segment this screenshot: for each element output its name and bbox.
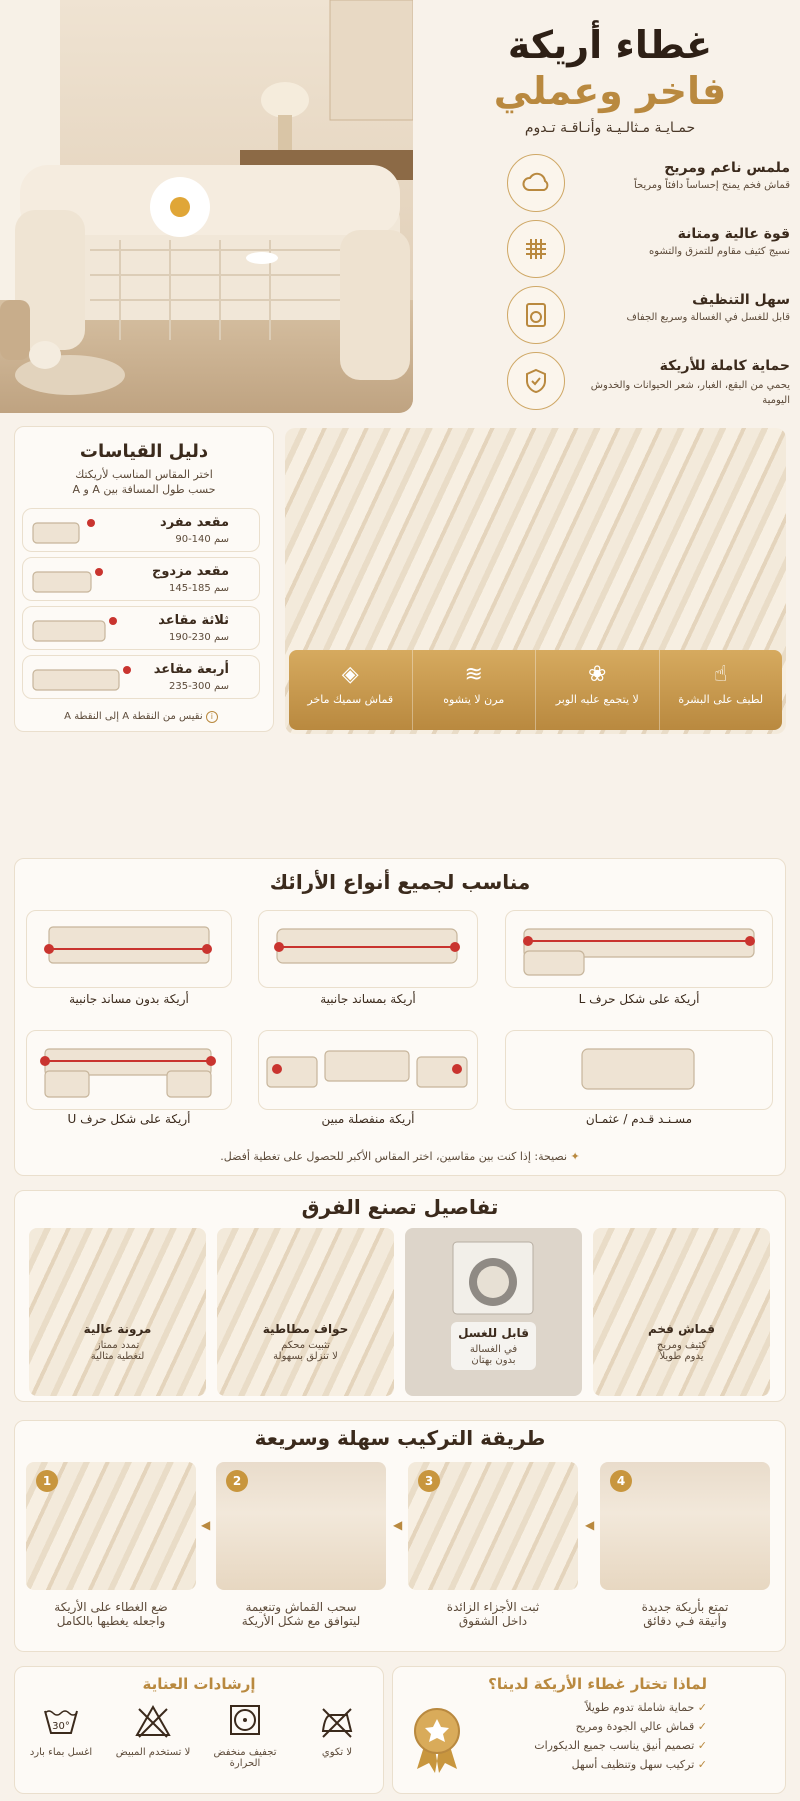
- step-number: 4: [610, 1470, 632, 1492]
- layers-icon: ◈: [341, 662, 359, 687]
- why-item: ✓ تصميم أنيق يناسب جميع الديكورات: [534, 1739, 707, 1752]
- install-step: [216, 1462, 386, 1628]
- detail-title: حواف مطاطية: [262, 1322, 349, 1336]
- install-step: [600, 1462, 770, 1628]
- check-icon: ✓: [697, 1701, 707, 1714]
- detail-line: لتغطية مثالية: [90, 1351, 145, 1362]
- sectional-sofa-image: [257, 1031, 477, 1111]
- lightbulb-icon: ✦: [570, 1150, 580, 1163]
- size-guide-title: دليل القياسات: [79, 441, 209, 462]
- arrow-icon: ◀: [201, 1518, 211, 1532]
- care-item: [21, 1703, 101, 1769]
- step-image: [600, 1462, 770, 1590]
- detail-card: [405, 1228, 582, 1396]
- hero-features: [500, 160, 790, 424]
- size-range: 190-230 سم: [168, 632, 229, 643]
- two-seat-sofa-icon: [27, 564, 117, 598]
- step-text: ثبت الأجزاء الزائدة: [446, 1600, 540, 1614]
- feature-item: [500, 358, 790, 424]
- single-seat-sofa-icon: [27, 515, 107, 549]
- armless-sofa-image: [25, 911, 231, 989]
- size-name: مقعد مفرد: [160, 515, 229, 530]
- fabric-benefit: ≋ مرن لا يتشوه: [412, 650, 536, 730]
- check-icon: ✓: [697, 1720, 707, 1733]
- sofa-type-card: [26, 910, 232, 988]
- fabric-benefits-band: [289, 650, 782, 730]
- feature-item: [500, 160, 790, 226]
- size-range: 235-300 سم: [168, 681, 229, 692]
- u-shape-sofa-image: [25, 1031, 231, 1111]
- feature-desc: يحمي من البقع، الغبار، شعر الحيوانات والخدوش اليومية: [590, 380, 790, 406]
- care-item: [297, 1703, 377, 1769]
- why-item: ✓ حماية شاملة تدوم طويلاً: [585, 1701, 707, 1714]
- fabric-closeup-image: [285, 428, 786, 734]
- wave-icon: ≋: [464, 662, 483, 687]
- detail-line: يدوم طويلاً: [659, 1351, 704, 1362]
- l-shape-sofa-image: [504, 911, 772, 989]
- size-row: [22, 508, 260, 552]
- shield-icon: [507, 352, 565, 410]
- feature-title: حماية كاملة للأريكة: [659, 358, 790, 374]
- sofa-type-label: مسـنـد قـدم / عثمـان: [585, 1112, 693, 1126]
- hero-photo: [0, 0, 413, 413]
- sofa-type-label: أريكة على شكل حرف U: [67, 1112, 191, 1126]
- weave-icon: [507, 220, 565, 278]
- detail-line: تمدد ممتاز: [95, 1340, 140, 1351]
- detail-line: في الغسالة: [469, 1344, 518, 1355]
- detail-title: قابل للغسل: [458, 1326, 529, 1340]
- step-text: تمتع بأريكة جديدة: [641, 1600, 729, 1614]
- care-title: إرشادات العناية: [142, 1675, 256, 1693]
- detail-line: لا تنزلق بسهولة: [273, 1351, 338, 1362]
- feature-desc: قماش فخم يمنح إحساساً دافئاً ومريحاً: [633, 180, 790, 191]
- sofa-type-label: أريكة بدون مساند جانبية: [69, 992, 189, 1006]
- size-guide-intro: حسب طول المسافة بين A و A: [72, 483, 216, 496]
- care-item: [113, 1703, 193, 1769]
- feature-title: سهل التنظيف: [692, 292, 790, 308]
- size-row: [22, 606, 260, 650]
- why-panel: [392, 1666, 786, 1794]
- sofa-types-title: مناسب لجميع أنواع الأرائك: [269, 870, 531, 894]
- size-row: [22, 655, 260, 699]
- sofa-type-label: أريكة منفصلة مبين: [321, 1112, 415, 1126]
- feature-desc: نسيج كثيف مقاوم للتمزق والتشوه: [649, 246, 790, 257]
- size-guide-intro: اختر المقاس المناسب لأريكتك: [75, 468, 213, 481]
- why-item: ✓ تركيب سهل وتنظيف أسهل: [571, 1758, 707, 1771]
- step-text: ليتوافق مع شكل الأريكة: [241, 1614, 361, 1628]
- install-step: [26, 1462, 196, 1628]
- care-label: لا تكوي: [321, 1747, 353, 1758]
- fabric-benefit: ◈ قماش سميك ماخر: [289, 650, 412, 730]
- detail-title: قماش فخم: [647, 1322, 716, 1336]
- care-label: تجفيف منخفض الحرارة: [213, 1747, 277, 1769]
- step-number: 1: [36, 1470, 58, 1492]
- three-seat-sofa-icon: [27, 613, 127, 647]
- install-title: طريقة التركيب سهلة وسريعة: [254, 1426, 546, 1450]
- hero-title: غطاء أريكة: [507, 23, 713, 67]
- info-icon: i: [206, 711, 218, 723]
- wash-temp-label: 30°: [52, 1721, 70, 1732]
- tumble-dry-low-icon: [225, 1703, 265, 1739]
- hero-subtitle: حمـايـة مـثالـيـة وأنـاقـة تـدوم: [524, 120, 696, 136]
- check-icon: ✓: [697, 1739, 707, 1752]
- feature-title: ملمس ناعم ومريح: [664, 160, 790, 176]
- no-lint-icon: ❀: [588, 662, 607, 687]
- why-title: لماذا تختار غطاء الأريكة لدينا؟: [488, 1675, 707, 1693]
- details-title: تفاصيل تصنع الفرق: [301, 1195, 499, 1219]
- size-range: 90-140 سم: [175, 534, 229, 545]
- detail-line: تثبيت محكم: [281, 1340, 330, 1351]
- why-item: ✓ قماش عالي الجودة ومريح: [575, 1720, 707, 1733]
- detail-card: [29, 1228, 206, 1396]
- four-seat-sofa-icon: [27, 662, 137, 696]
- fabric-benefit: ☝ لطيف على البشرة: [659, 650, 783, 730]
- washing-machine-image: [443, 1238, 543, 1318]
- care-panel: [14, 1666, 384, 1794]
- size-name: ثلاثة مقاعد: [158, 613, 229, 628]
- sofa-type-label: أريكة بمساند جانبية: [320, 992, 416, 1006]
- install-step: [408, 1462, 578, 1628]
- sofa-types-panel: [14, 858, 786, 1176]
- sofa-type-card: [258, 1030, 478, 1110]
- care-label: اغسل بماء بارد: [29, 1747, 93, 1758]
- detail-title: مرونة عالية: [83, 1322, 152, 1336]
- step-text: داخل الشقوق: [458, 1614, 528, 1628]
- size-range: 145-185 سم: [168, 583, 229, 594]
- step-text: سحب القماش وتنعيمة: [245, 1600, 357, 1614]
- sofa-type-card: [258, 910, 478, 988]
- wash-30-icon: [41, 1703, 81, 1739]
- size-row: [22, 557, 260, 601]
- ottoman-image: [504, 1031, 772, 1111]
- sofa-type-card: [505, 910, 773, 988]
- arm-sofa-image: [257, 911, 477, 989]
- sizing-tip: ✦ نصيحة: إذا كنت بين مقاسين، اختر المقاس الأكبر للحصول على تغطية أفضل.: [220, 1150, 580, 1163]
- award-medal-icon: [407, 1703, 467, 1773]
- detail-card: [593, 1228, 770, 1396]
- care-label: لا تستخدم المبيض: [115, 1747, 191, 1758]
- detail-card: [217, 1228, 394, 1396]
- living-room-sofa-image: [0, 0, 413, 413]
- detail-line: بدون بهتان: [471, 1355, 516, 1366]
- step-image: [26, 1462, 196, 1590]
- feature-item: [500, 292, 790, 358]
- step-number: 3: [418, 1470, 440, 1492]
- no-iron-icon: [317, 1703, 357, 1739]
- hand-icon: ☝: [714, 662, 728, 687]
- detail-line: كثيف ومريح: [656, 1340, 707, 1351]
- sofa-type-label: أريكة على شكل حرف L: [578, 992, 700, 1006]
- fabric-benefit: ❀ لا يتجمع عليه الوبر: [535, 650, 659, 730]
- arrow-icon: ◀: [585, 1518, 595, 1532]
- size-name: أربعة مقاعد: [153, 662, 229, 677]
- step-text: ضع الغطاء على الأريكة: [54, 1600, 168, 1614]
- cloud-icon: [507, 154, 565, 212]
- step-number: 2: [226, 1470, 248, 1492]
- feature-item: [500, 226, 790, 292]
- step-text: واجعله يغطيها بالكامل: [56, 1614, 166, 1628]
- no-bleach-icon: [133, 1703, 173, 1739]
- sofa-type-card: [505, 1030, 773, 1110]
- arrow-icon: ◀: [393, 1518, 403, 1532]
- care-item: [205, 1703, 285, 1769]
- washer-icon: [507, 286, 565, 344]
- step-text: وأنيقة فـي دقائق: [643, 1614, 727, 1628]
- feature-desc: قابل للغسل في الغسالة وسريع الجفاف: [626, 312, 790, 323]
- check-icon: ✓: [697, 1758, 707, 1771]
- size-name: مقعد مزدوج: [151, 564, 229, 579]
- hero-title-accent: فاخر وعملي: [493, 69, 727, 113]
- sofa-type-card: [26, 1030, 232, 1110]
- size-note: i نقيس من النقطة A إلى النقطة A: [22, 711, 260, 723]
- step-image: [216, 1462, 386, 1590]
- feature-title: قوة عالية ومتانة: [677, 226, 790, 242]
- step-image: [408, 1462, 578, 1590]
